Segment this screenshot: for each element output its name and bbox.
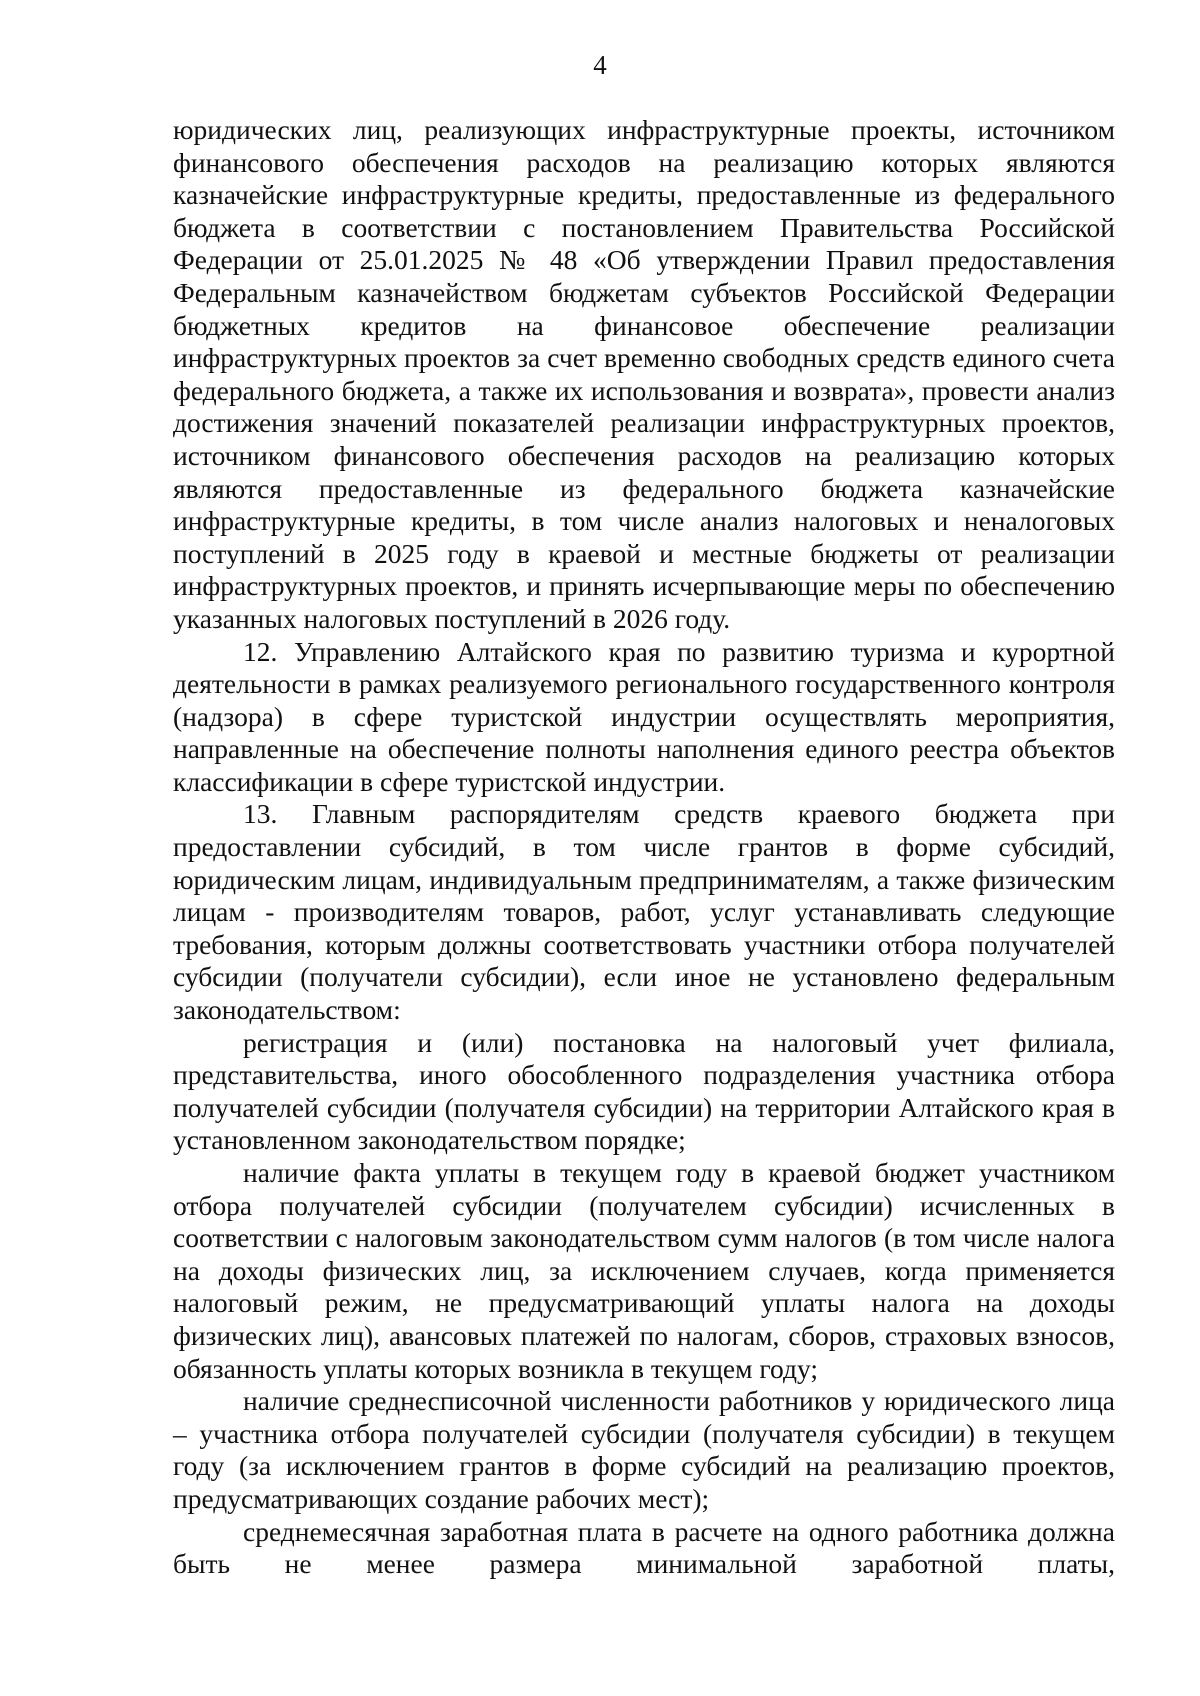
- page-number: 4: [593, 50, 607, 80]
- paragraph-requirement-salary: среднемесячная заработная плата в расчете на одного работника должна быть не менее размера минимальной заработной платы,: [173, 1515, 1115, 1580]
- paragraph-item-13: 13. Главным распорядителям средств краевого бюджета при предоставлении субсидий, в том числе грантов в форме субсидий, юридическим лицам, индивидуальным предпринимателям, а также физическим лицам - производителям товаров, работ, услуг устанавливать следующие требования, которым должны соответствовать участники отбора получателей субсидии (получатели субсидии), если иное не установлено федеральным законодательством:: [173, 798, 1115, 1026]
- paragraph-requirement-headcount: наличие среднесписочной численности работников у юридического лица – участника отбора получателей субсидии (получателя субсидии) в текущем году (за исключением грантов в форме субсидий на реализацию проектов, предусматривающих создание рабочих мест);: [173, 1385, 1115, 1514]
- paragraph-continuation: юридических лиц, реализующих инфраструктурные проекты, источником финансового обеспечения расходов на реализацию которых являются казначейские инфраструктурные кредиты, предоставленные из федерального бюджета в соответствии с постановлением Правительства Российской Федерации от 25.01.2025 № 48 «Об утверждении Правил предоставления Федеральным казначейством бюджетам субъектов Российской Федерации бюджетных кредитов на финансовое обеспечение реализации инфраструктурных проектов за счет временно свободных средств единого счета федерального бюджета, а также их использования и возврата», провести анализ достижения значений показателей реализации инфраструктурных проектов, источником финансового обеспечения расходов на реализацию которых являются предоставленные из федерального бюджета казначейские инфраструктурные кредиты, в том числе анализ налоговых и неналоговых поступлений в 2025 году в краевой и местные бюджеты от реализации инфраструктурных проектов, и принять исчерпывающие меры по обеспечению указанных налоговых поступлений в 2026 году.: [173, 114, 1115, 634]
- paragraph-requirement-tax-payment: наличие факта уплаты в текущем году в краевой бюджет участником отбора получателей субсидии (получателем субсидии) исчисленных в соответствии с налоговым законодательством сумм налогов (в том числе налога на доходы физических лиц, за исключением случаев, когда применяется налоговый режим, не предусматривающий уплаты налога на доходы физических лиц), авансовых платежей по налогам, сборов, страховых взносов, обязанность уплаты которых возникла в текущем году;: [173, 1157, 1115, 1384]
- paragraph-requirement-registration: регистрация и (или) постановка на налоговый учет филиала, представительства, иного обособленного подразделения участника отбора получателей субсидии (получателя субсидии) на территории Алтайского края в установленном законодательством порядке;: [173, 1026, 1115, 1156]
- document-body: [173, 114, 1115, 1581]
- paragraph-item-12: 12. Управлению Алтайского края по развитию туризма и курортной деятельности в рамках реализуемого регионального государственного контроля (надзора) в сфере туристской индустрии осуществлять мероприятия, направленные на обеспечение полноты наполнения единого реестра объектов классификации в сфере туристской индустрии.: [173, 635, 1115, 797]
